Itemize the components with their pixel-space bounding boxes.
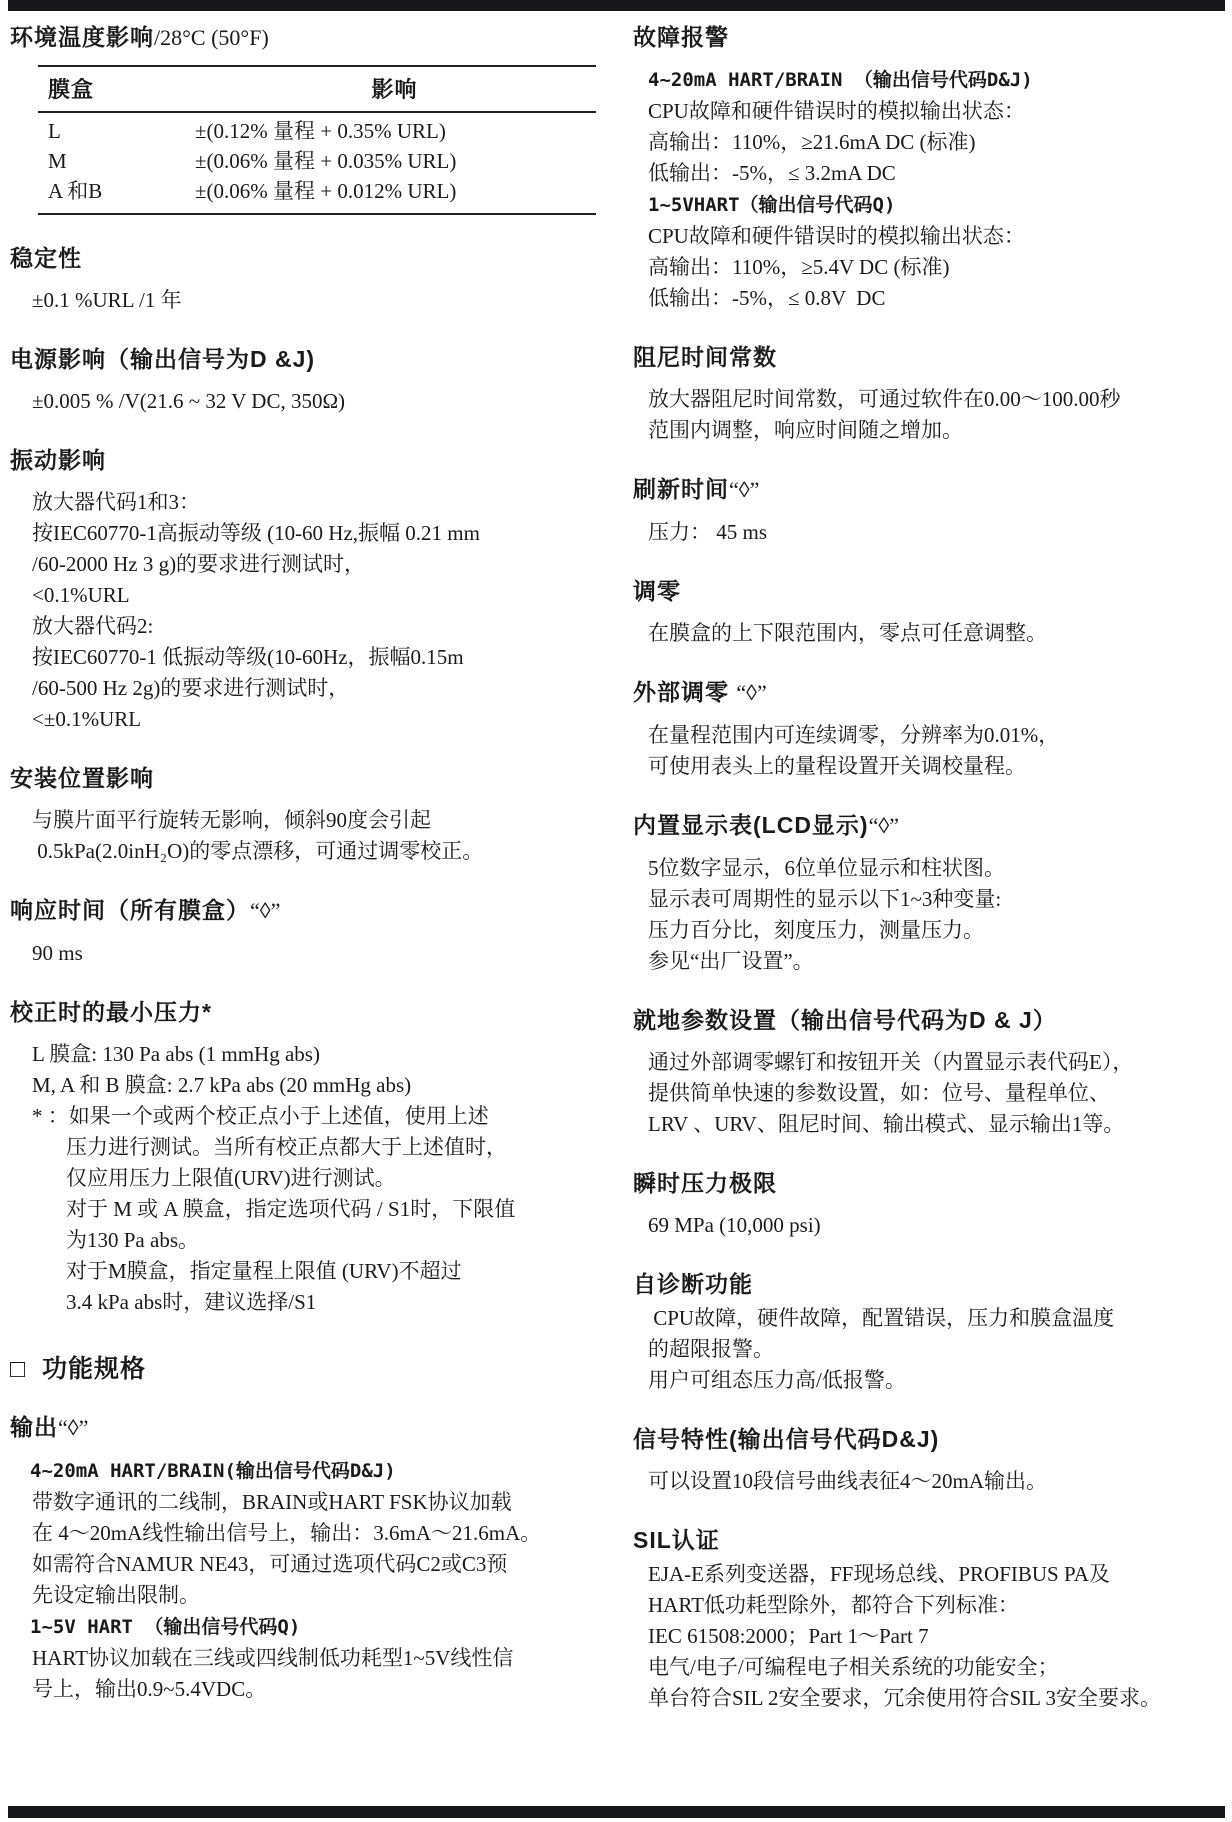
text-line: 90 ms [32,941,83,965]
text-line: 在 4～20mA线性输出信号上，输出：3.6mA～21.6mA。 [32,1521,542,1545]
text-line: 与膜片面平行旋转无影响，倾斜90度会引起 [32,808,431,832]
text-line: 在膜盒的上下限范围内，零点可任意调整。 [648,621,1047,645]
text-line: 先设定输出限制。 [32,1583,200,1607]
text-line: HART协议加载在三线或四线制低功耗型1~5V线性信 [32,1646,514,1670]
text-line: 0.5kPa(2.0inH₂O)的零点漂移，可通过调零校正。 [32,839,484,863]
text-line: 高输出：110%，≥21.6mA DC (标准) [648,130,976,154]
text-line: 参见“出厂设置”。 [648,949,814,973]
section-heading [633,1269,1229,1299]
text-line: 为130 Pa abs。 [66,1228,199,1252]
text-line: CPU故障，硬件故障，配置错误，压力和膜盒温度 [648,1306,1115,1330]
text-line: /60-500 Hz 2g)的要求进行测试时， [32,676,350,700]
sub-heading: 1~5VHART（输出信号代码Q) [648,194,896,216]
section-heading [633,474,1229,505]
sub-heading: 4~20mA HART/BRAIN(输出信号代码D&J) [30,1460,396,1482]
heading-text: 内置显示表(LCD显示) [633,812,869,838]
heading-text: 输出 [10,1414,58,1440]
table-head [38,66,596,112]
text-line: 可使用表头上的量程设置开关调校量程。 [648,754,1026,778]
section-heading [633,1005,1229,1035]
text-line: 范围内调整，响应时间随之增加。 [648,418,963,442]
text-line: 对于 M 或 A 膜盒，指定选项代码 / S1时，下限值 [66,1197,516,1221]
table-cell: L [48,119,61,143]
section-heading [633,576,1229,606]
section-heading [10,997,633,1027]
text-line: 的超限报警。 [648,1337,774,1361]
text-line: 5位数字显示，6位单位显示和柱状图。 [648,856,1005,880]
text-line: 低输出：-5%，≤ 3.2mA DC [648,161,896,185]
sub-heading: 1~5V HART （输出信号代码Q) [30,1616,301,1638]
text-line: 提供简单快速的参数设置，如：位号、量程单位、 [648,1081,1110,1105]
section-heading [10,763,633,793]
section-heading [10,243,633,273]
text-line: CPU故障和硬件错误时的模拟输出状态： [648,99,1025,123]
heading-text: 校正时的最小压力* [10,999,212,1025]
text-line: 放大器代码1和3： [32,490,200,514]
section-heading [10,895,633,926]
heading-text: 故障报警 [633,24,729,50]
text-line: IEC 61508:2000；Part 1～Part 7 [648,1624,929,1648]
spec-table [38,65,596,215]
section-heading [633,22,1229,52]
text-line: ±0.1 %URL /1 年 [32,288,182,312]
section-heading [633,1168,1229,1198]
table-row [38,146,596,176]
text-line: HART低功耗型除外，都符合下列标准： [648,1593,1019,1617]
section-heading [10,1354,633,1384]
text-line: 对于M膜盒，指定量程上限值 (URV)不超过 [66,1259,462,1283]
heading-suffix: “◊” [250,898,281,923]
section-heading [633,810,1229,841]
heading-text: 环境温度影响 [10,24,154,50]
section-heading [633,677,1229,708]
text-line: 如需符合NAMUR NE43，可通过选项代码C2或C3预 [32,1552,508,1576]
text-line: <±0.1%URL [32,707,142,731]
bottom-rule [8,1806,1225,1818]
table-cell: ±(0.12% 量程 + 0.35% URL) [195,119,446,143]
table-row [38,176,596,214]
text-line: 压力进行测试。当所有校正点都大于上述值时， [66,1135,507,1159]
text-line: L 膜盒: 130 Pa abs (1 mmHg abs) [32,1042,320,1066]
heading-text: 信号特性(输出信号代码D&J) [633,1426,940,1452]
text-line: 电气/电子/可编程电子相关系统的功能安全； [648,1655,1059,1679]
sub-heading: 4~20mA HART/BRAIN （输出信号代码D&J) [648,69,1033,91]
text-line: 放大器代码2: [32,614,154,638]
table-cell: M [48,149,67,173]
right-column [633,20,1229,1714]
heading-text: 瞬时压力极限 [633,1170,777,1196]
text-line: 仅应用压力上限值(URV)进行测试。 [66,1166,396,1190]
table-header-cell: 膜盒 [48,77,95,102]
table-row [38,112,596,146]
text-line: M, A 和 B 膜盒: 2.7 kPa abs (20 mmHg abs) [32,1073,412,1097]
text-line: * ：如果一个或两个校正点小于上述值，使用上述 [32,1104,489,1128]
heading-suffix: /28°C (50°F) [154,25,269,50]
text-line: 高输出：110%，≥5.4V DC (标准) [648,255,950,279]
table-cell: A 和B [48,179,103,203]
heading-text: 电源影响（输出信号为D &J) [10,346,316,372]
heading-text: 调零 [633,578,681,604]
text-line: 3.4 kPa abs时，建议选择/S1 [66,1290,317,1314]
text-line: 显示表可周期性的显示以下1~3种变量: [648,887,1002,911]
text-line: ±0.005 % /V(21.6 ~ 32 V DC, 350Ω) [32,389,346,413]
heading-text: 就地参数设置（输出信号代码为D & J） [633,1007,1057,1033]
text-line: CPU故障和硬件错误时的模拟输出状态： [648,224,1025,248]
left-column [10,20,633,1705]
text-line: 用户可组态压力高/低报警。 [648,1368,906,1392]
section-heading [10,344,633,374]
section-heading [633,342,1229,372]
text-line: 低输出：-5%，≤ 0.8V DC [648,286,886,310]
heading-text: 刷新时间 [633,476,729,502]
section-heading [10,445,633,475]
heading-suffix: “◊” [729,477,760,502]
text-line: <0.1%URL [32,583,130,607]
heading-suffix: “◊” [58,1415,89,1440]
section-heading [10,22,633,53]
heading-text: 响应时间（所有膜盒） [10,897,250,923]
section-heading [633,1424,1229,1454]
table-body [38,112,596,214]
heading-text: SIL认证 [633,1527,720,1553]
heading-suffix: “◊” [736,680,767,705]
text-line: 号上，输出0.9~5.4VDC。 [32,1677,267,1701]
table-header-row [38,66,596,112]
text-line: 按IEC60770-1高振动等级 (10-60 Hz,振幅 0.21 mm [32,521,480,545]
table-cell: ±(0.06% 量程 + 0.035% URL) [195,149,457,173]
text-line: LRV 、URV、阻尼时间、输出模式、显示输出1等。 [648,1112,1125,1136]
text-line: 放大器阻尼时间常数，可通过软件在0.00～100.00秒 [648,387,1121,411]
text-line: EJA-E系列变送器，FF现场总线、PROFIBUS PA及 [648,1562,1110,1586]
heading-text: 振动影响 [10,447,106,473]
text-line: 通过外部调零螺钉和按钮开关（内置显示表代码E）， [648,1050,1134,1074]
heading-suffix: “◊” [868,813,899,838]
text-line: 按IEC60770-1 低振动等级(10-60Hz，振幅0.15m [32,645,464,669]
text-line: /60-2000 Hz 3 g)的要求进行测试时， [32,552,366,576]
table-cell: ±(0.06% 量程 + 0.012% URL) [195,179,457,203]
text-line: 可以设置10段信号曲线表征4～20mA输出。 [648,1469,1047,1493]
top-rule [8,0,1225,11]
text-line: 在量程范围内可连续调零，分辨率为0.01%， [648,723,1060,747]
table-header-cell: 影响 [371,77,418,102]
heading-text: 阻尼时间常数 [633,344,777,370]
heading-text: 稳定性 [10,245,82,271]
heading-text: 外部调零 [633,679,737,705]
text-line: 单台符合SIL 2安全要求，冗余使用符合SIL 3安全要求。 [648,1686,1161,1710]
text-line: 69 MPa (10,000 psi) [648,1213,821,1237]
section-heading [10,1412,633,1443]
section-heading [633,1525,1229,1555]
heading-text: □ 功能规格 [10,1355,146,1383]
text-line: 压力： 45 ms [648,520,768,544]
heading-text: 安装位置影响 [10,765,154,791]
text-line: 带数字通讯的二线制，BRAIN或HART FSK协议加载 [32,1490,512,1514]
text-line: 压力百分比，刻度压力，测量压力。 [648,918,984,942]
heading-text: 自诊断功能 [633,1271,753,1297]
